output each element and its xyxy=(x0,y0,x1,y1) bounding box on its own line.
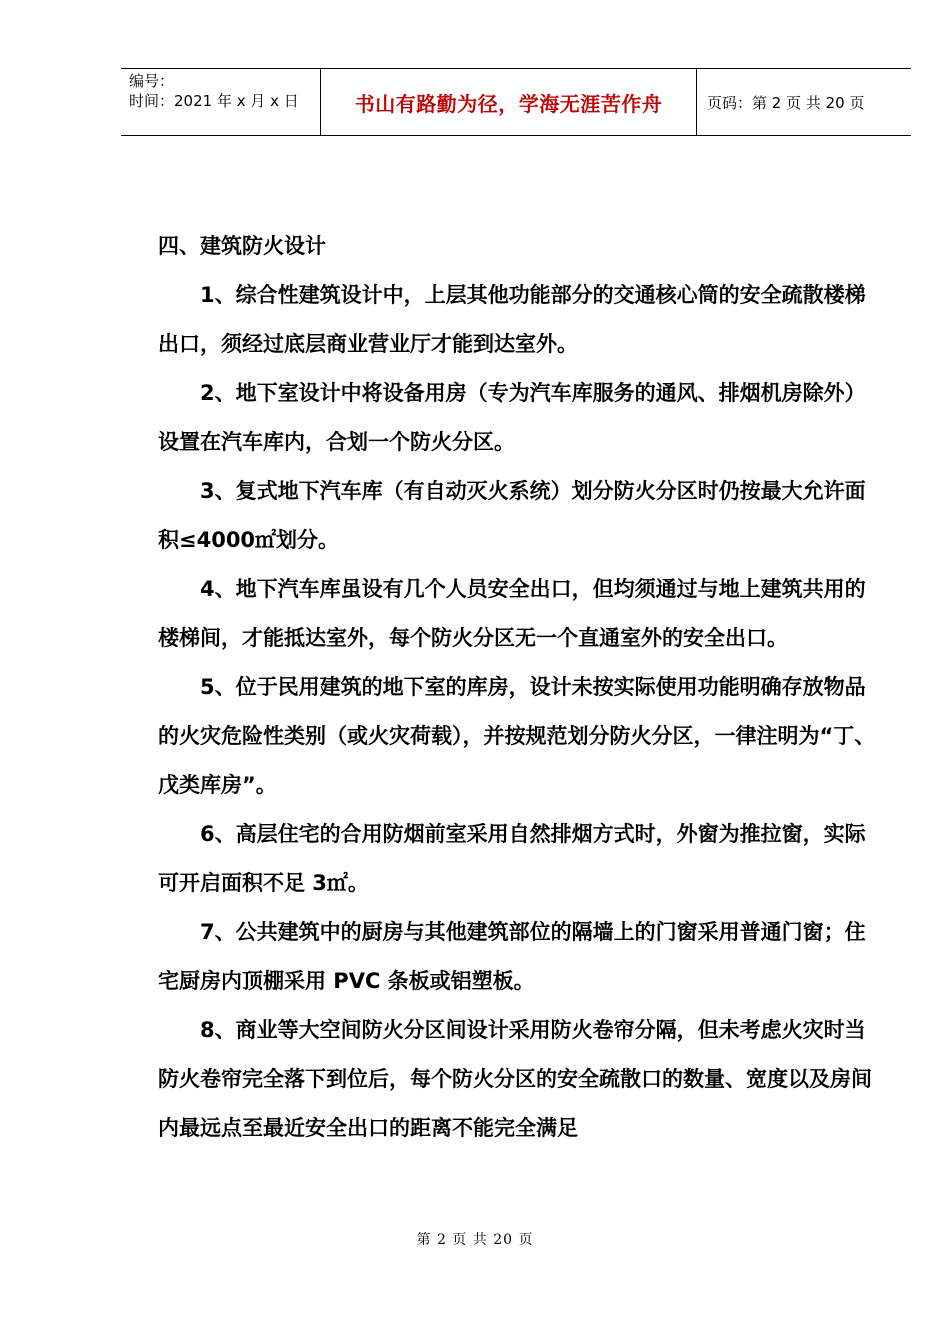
list-item: 5、位于民用建筑的地下室的库房，设计未按实际使用功能明确存放物品的火灾危险性类别（或火灾荷载），并按规范划分防火分区，一律注明为“丁、戊类库房”。 xyxy=(158,675,876,797)
header-page-info: 页码：第 2 页 共 20 页 xyxy=(707,93,865,112)
page-footer: 第 2 页 共 20 页 xyxy=(416,1232,534,1248)
document-number-label: 编号： xyxy=(129,72,175,90)
list-item: 6、高层住宅的合用防烟前室采用自然排烟方式时，外窗为推拉窗，实际可开启面积不足 3㎡。 xyxy=(158,822,866,895)
list-item: 7、公共建筑中的厨房与其他建筑部位的隔墙上的门窗采用普通门窗；住宅厨房内顶棚采用 PVC 条板或铝塑板。 xyxy=(158,920,866,993)
document-body xyxy=(158,222,878,1153)
list-item: 3、复式地下汽车库（有自动灭火系统）划分防火分区时仍按最大允许面积≤4000㎡划分。 xyxy=(158,479,866,552)
document-date: 时间：2021 年 x 月 x 日 xyxy=(129,92,299,110)
section-title: 四、建筑防火设计 xyxy=(158,234,326,258)
list-item: 4、地下汽车库虽设有几个人员安全出口，但均须通过与地上建筑共用的楼梯间，才能抵达室外，每个防火分区无一个直通室外的安全出口。 xyxy=(158,577,866,650)
list-item: 8、商业等大空间防火分区间设计采用防火卷帘分隔，但未考虑火灾时当防火卷帘完全落下到位后，每个防火分区的安全疏散口的数量、宽度以及房间内最远点至最近安全出口的距离不能完全满足 xyxy=(158,1018,872,1140)
list-item: 1、综合性建筑设计中，上层其他功能部分的交通核心筒的安全疏散楼梯出口，须经过底层商业营业厅才能到达室外。 xyxy=(158,283,866,356)
header-meta xyxy=(121,69,321,135)
page-header xyxy=(121,68,911,136)
header-motto: 书山有路勤为径，学海无涯苦作舟 xyxy=(321,69,697,135)
list-item: 2、地下室设计中将设备用房（专为汽车库服务的通风、排烟机房除外）设置在汽车库内，合划一个防火分区。 xyxy=(158,381,866,454)
